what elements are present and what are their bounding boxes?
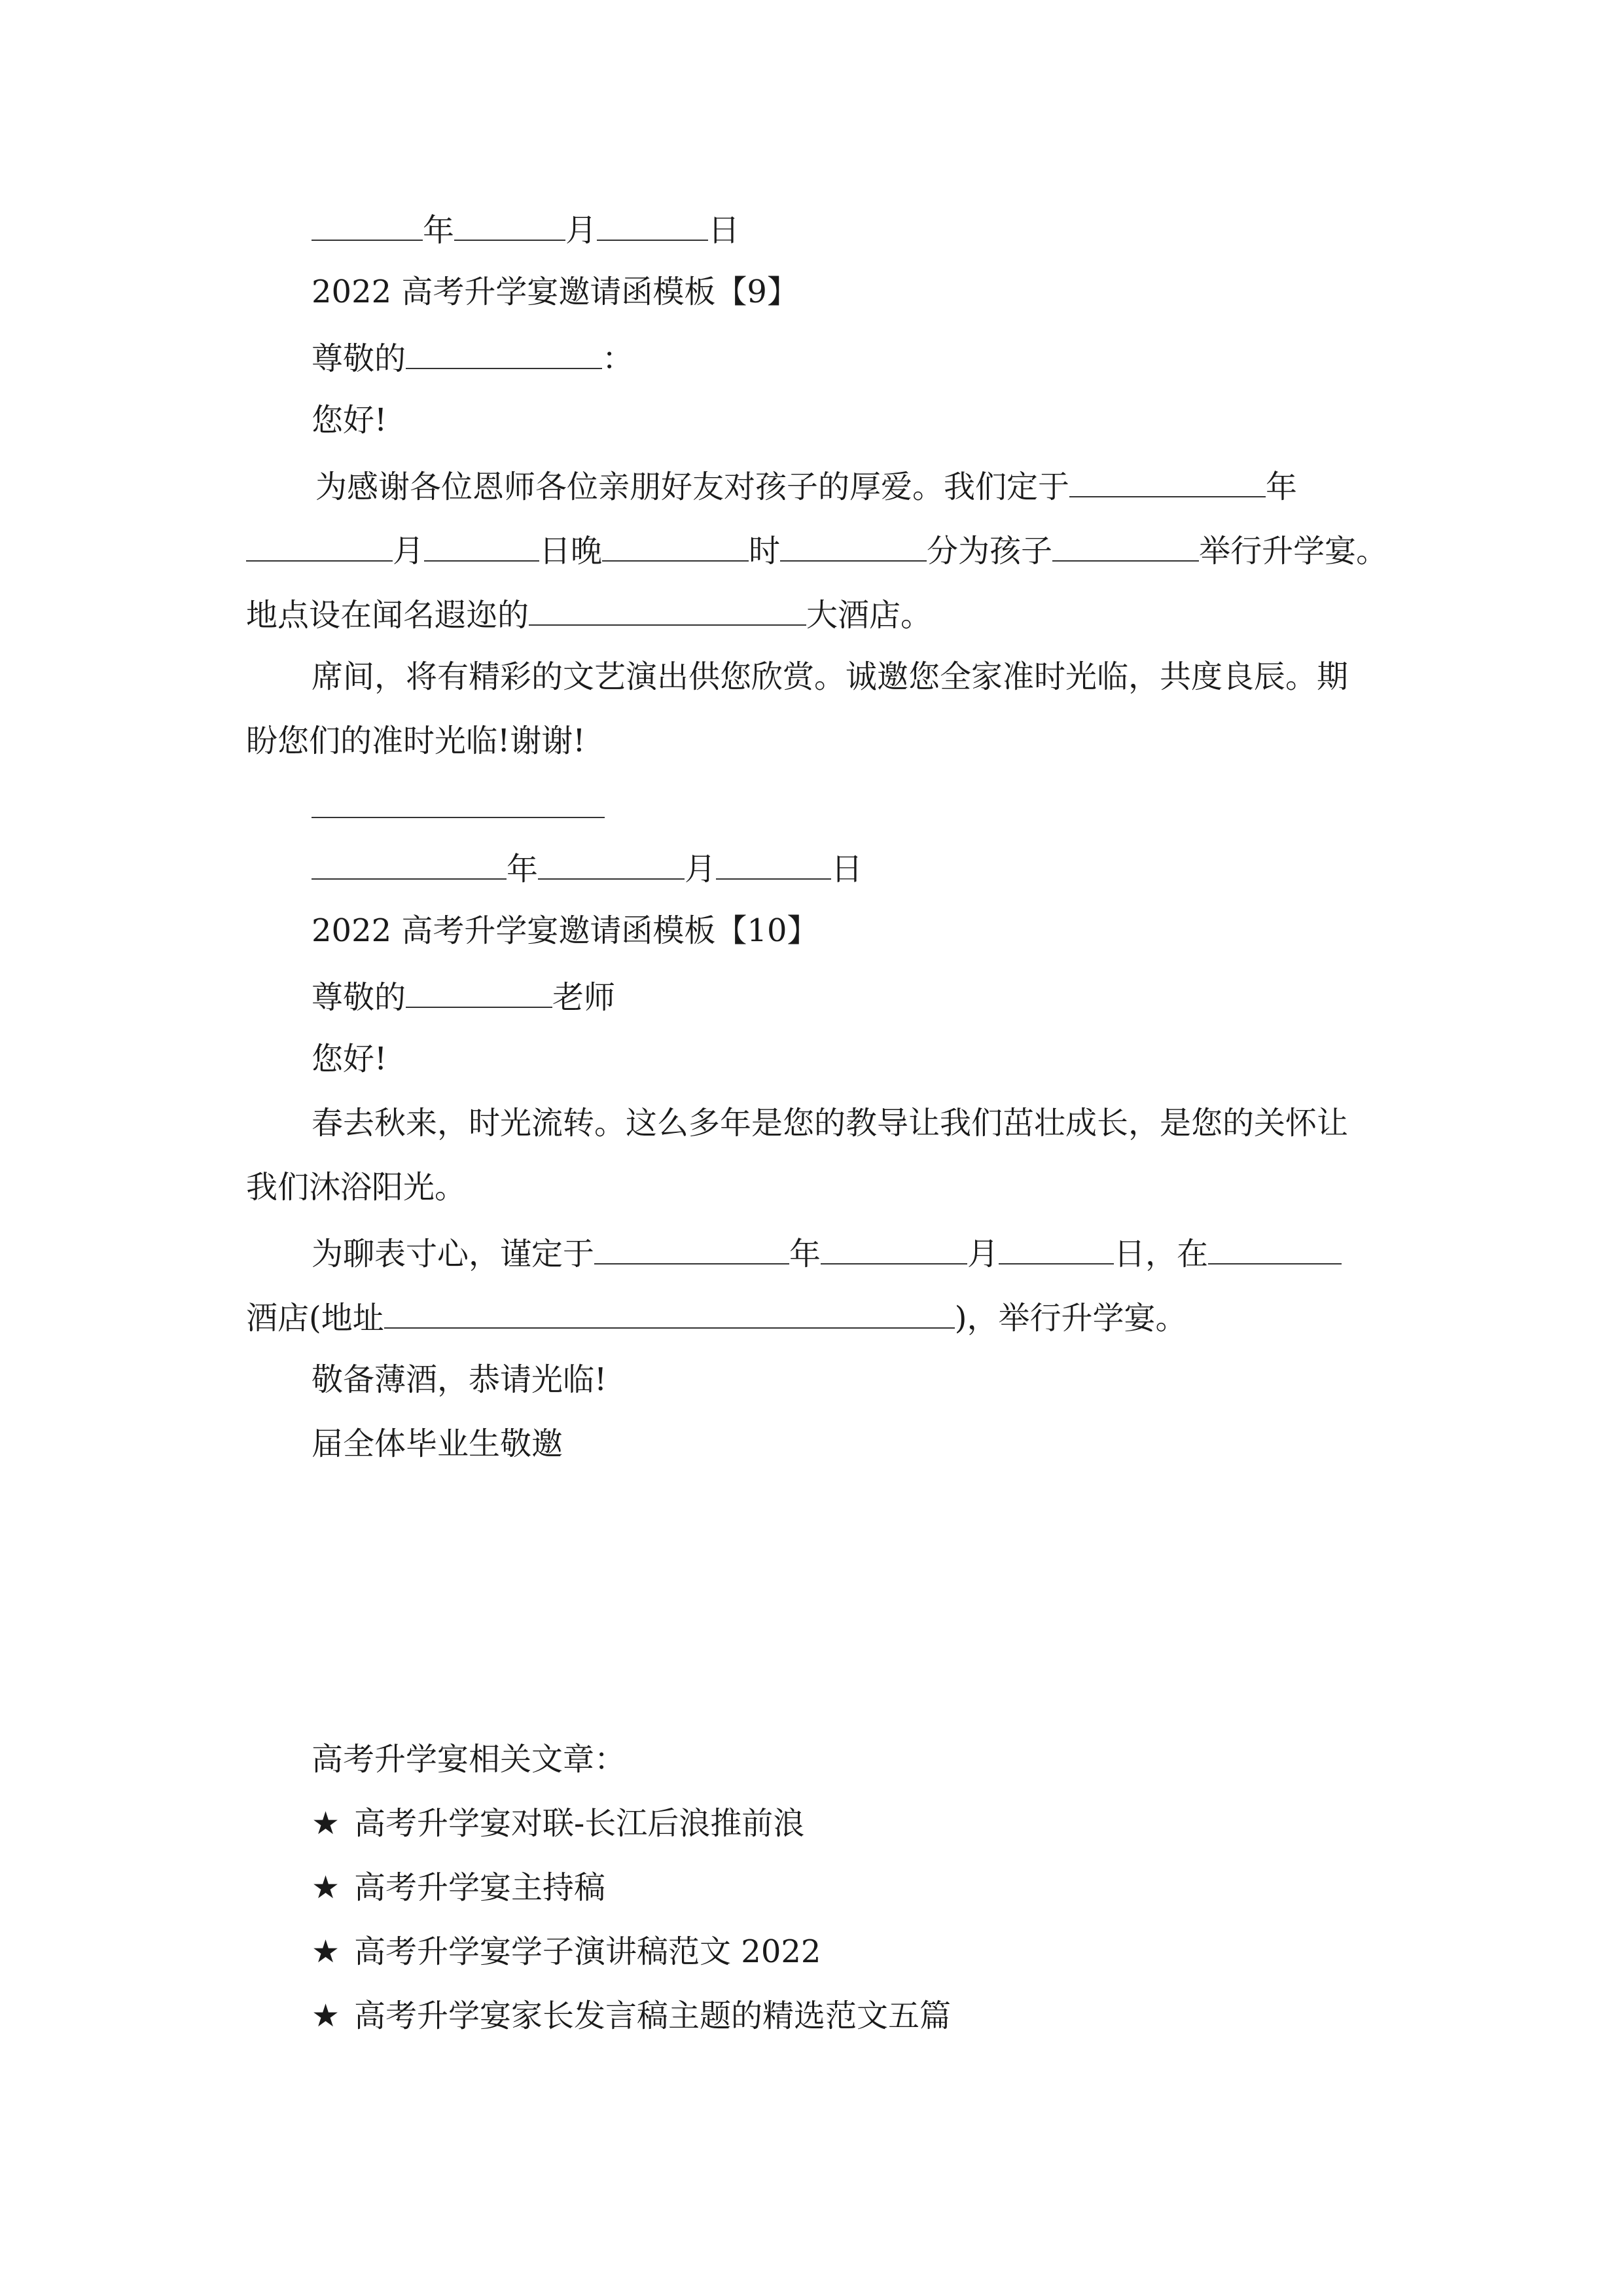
template10-paragraph1-line2: 我们沐浴阳光。 [246, 1169, 467, 1206]
star-icon: ★ [312, 1998, 340, 2034]
month-label: 月 [967, 1236, 999, 1272]
year-label: 年 [423, 212, 455, 249]
related-heading: 高考升学宴相关文章： [312, 1741, 626, 1778]
template9-paragraph2-line1: 席间，将有精彩的文艺演出供您欣赏。诚邀您全家准时光临，共度良辰。期 [312, 658, 1349, 695]
month-label: 月 [393, 533, 425, 569]
child-name-blank [1052, 529, 1199, 562]
address-blank [384, 1296, 955, 1329]
month-label: 月 [685, 851, 717, 888]
day-blank [424, 529, 539, 562]
year-blank [1069, 465, 1266, 497]
hour-blank [602, 529, 749, 562]
related-item[interactable] [312, 1868, 605, 1907]
template9-paragraph2-line2: 盼您们的准时光临!谢谢! [246, 723, 586, 759]
salutation-text: 尊敬的 [312, 340, 406, 377]
template9-date-line [312, 847, 863, 886]
year-blank [312, 847, 507, 880]
day-eve-label: 日晚 [539, 533, 603, 569]
template9-salutation [312, 336, 633, 376]
related-link[interactable]: 高考升学宴对联-长江后浪推前浪 [354, 1805, 805, 1842]
month-label: 月 [565, 212, 597, 249]
related-link[interactable]: 高考升学宴学子演讲稿范文 2022 [354, 1933, 821, 1970]
template10-greeting: 您好! [312, 1041, 387, 1077]
star-icon: ★ [312, 1933, 340, 1970]
hotel-blank [1208, 1232, 1342, 1265]
template10-paragraph2-line1 [312, 1232, 1342, 1271]
related-link[interactable]: 高考升学宴家长发言稿主题的精选范文五篇 [354, 1998, 952, 2034]
day-label: 日 [831, 851, 863, 888]
p1-text: 为感谢各位恩师各位亲朋好友对孩子的厚爱。我们定于 [315, 469, 1070, 505]
date-line-top [312, 208, 740, 247]
hold-label: 举行升学宴。 [1199, 533, 1388, 569]
template10-closing: 敬备薄酒，恭请光临! [312, 1361, 607, 1398]
template9-paragraph1-line2 [246, 529, 1387, 568]
year-label: 年 [1266, 469, 1298, 505]
month-blank [246, 529, 393, 562]
signature-rule [312, 817, 605, 818]
minute-blank [780, 529, 927, 562]
teacher-name-blank [406, 975, 552, 1008]
day-blank [597, 208, 708, 241]
place-text: 地点设在闻名遐迩的 [246, 597, 529, 634]
day-blank [716, 847, 831, 880]
salutation-text: 尊敬的 [312, 979, 406, 1016]
template10-signature: 届全体毕业生敬邀 [312, 1426, 563, 1462]
name-blank [406, 336, 602, 369]
template9-title: 2022 高考升学宴邀请函模板【9】 [312, 274, 798, 310]
hour-label: 时 [749, 533, 781, 569]
hotel-label: 大酒店。 [806, 597, 933, 634]
year-label: 年 [507, 851, 539, 888]
year-label: 年 [789, 1236, 821, 1272]
star-icon: ★ [312, 1805, 340, 1842]
year-blank [312, 208, 423, 241]
template9-greeting: 您好! [312, 402, 387, 439]
day-label: 日，在 [1114, 1236, 1209, 1272]
p2-text: 为聊表寸心，谨定于 [312, 1236, 595, 1272]
day-label: 日 [708, 212, 740, 249]
hotel-blank [529, 593, 806, 626]
template10-paragraph2-line2 [246, 1296, 1186, 1335]
template9-paragraph1-line3 [246, 593, 932, 632]
related-item[interactable] [312, 1804, 804, 1843]
template10-title: 2022 高考升学宴邀请函模板【10】 [312, 912, 819, 949]
year-blank [594, 1232, 789, 1265]
day-blank [999, 1232, 1114, 1265]
related-link[interactable]: 高考升学宴主持稿 [354, 1869, 606, 1906]
template10-salutation [312, 975, 615, 1014]
ending-text: )，举行升学宴。 [954, 1300, 1187, 1336]
related-item[interactable] [312, 1932, 821, 1971]
minute-child-label: 分为孩子 [927, 533, 1053, 569]
month-blank [538, 847, 685, 880]
salutation-colon: ： [602, 340, 634, 377]
hotel-address-label: 酒店(地址 [246, 1300, 384, 1336]
star-icon: ★ [312, 1869, 340, 1906]
month-blank [454, 208, 565, 241]
template9-paragraph1-line1 [315, 465, 1297, 504]
teacher-label: 老师 [552, 979, 616, 1016]
template10-paragraph1-line1: 春去秋来，时光流转。这么多年是您的教导让我们茁壮成长，是您的关怀让 [312, 1105, 1349, 1141]
related-item[interactable] [312, 1996, 951, 2036]
month-blank [821, 1232, 967, 1265]
